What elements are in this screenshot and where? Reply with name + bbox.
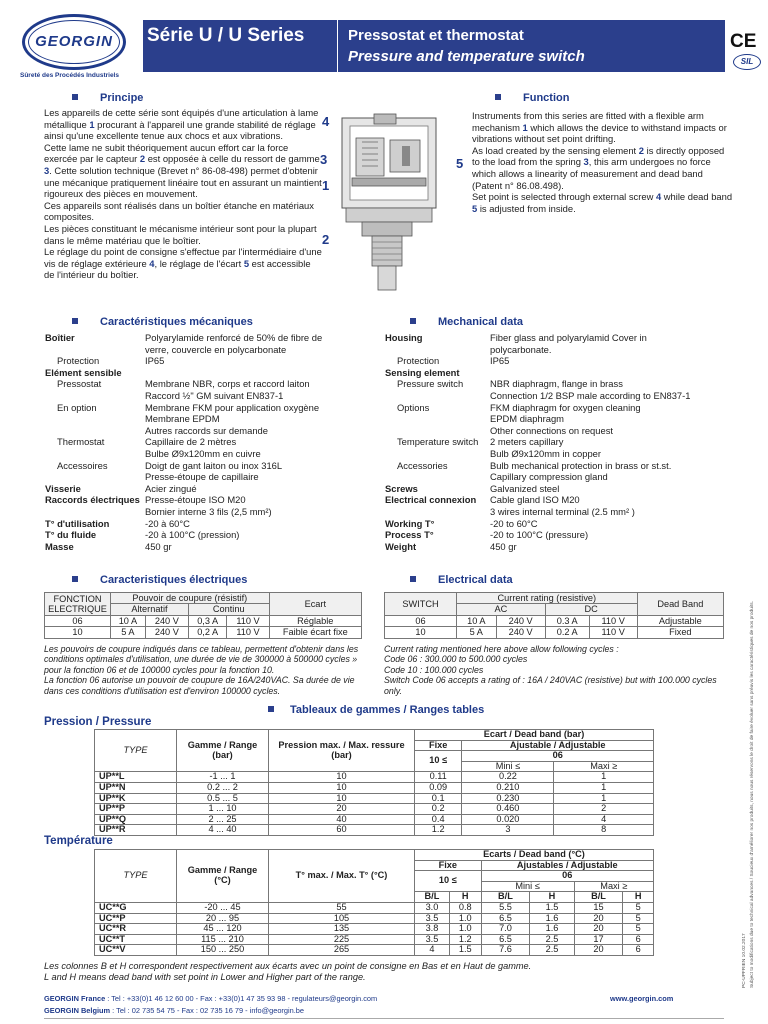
callout-4: 4: [322, 114, 330, 129]
pressure-title: Pression / Pressure: [44, 716, 152, 728]
spec-key: Masse: [45, 540, 74, 552]
spec-key: Protection: [57, 355, 100, 367]
spec-value: Doigt de gant laiton ou inox 316L: [145, 459, 283, 471]
header-divider: [337, 20, 338, 72]
table-row: [95, 934, 654, 945]
elec-en-heading: [410, 574, 513, 587]
table-cell: 06: [385, 615, 457, 626]
table-cell: 20: [574, 924, 623, 935]
table-row: [95, 945, 654, 956]
table-row: [95, 782, 654, 793]
table-cell: 2 ... 25: [177, 814, 269, 825]
table-cell: 1.6: [530, 924, 574, 935]
spec-value: 2 meters capillary: [490, 436, 564, 448]
table-cell: 0.1: [415, 793, 462, 804]
mech-en-heading: [410, 316, 523, 329]
temperature-range-table: [94, 849, 654, 956]
table-cell: 10: [45, 627, 111, 638]
table-cell: 0.09: [415, 782, 462, 793]
th-fixe: Fixe: [415, 740, 462, 751]
th-rating: Current rating (resistive): [457, 593, 638, 604]
table-cell: 0.2 ... 2: [177, 782, 269, 793]
table-cell: 3.8: [415, 924, 450, 935]
spec-key: Accessoires: [57, 459, 108, 471]
th-fixe: Fixe: [415, 860, 482, 871]
spec-key: T° d'utilisation: [45, 517, 110, 529]
table-cell: 5: [623, 913, 654, 924]
table-cell: 135: [269, 924, 415, 935]
table-cell: 3.5: [415, 913, 450, 924]
table-cell: 3: [462, 825, 554, 836]
spec-key: En option: [57, 401, 97, 413]
header-band: [143, 20, 725, 72]
function-heading-text: Function: [523, 92, 570, 104]
callout-5: 5: [456, 156, 464, 171]
table-row: [95, 814, 654, 825]
spec-key: Options: [397, 401, 430, 413]
table-cell: 240 V: [145, 615, 188, 626]
spec-value: verre, couvercle en polycarbonate: [145, 343, 287, 355]
spec-value: Polyarylamide renforcé de 50% de fibre de: [145, 332, 323, 343]
spec-key: Elément sensible: [45, 366, 122, 378]
th-type: TYPE: [95, 850, 177, 903]
spec-value: Connection 1/2 BSP male according to EN837-1: [490, 390, 691, 401]
spec-value: IP65: [145, 355, 165, 367]
table-cell: 20: [269, 804, 415, 815]
table-cell: -1 ... 1: [177, 772, 269, 783]
function-text: Instruments from this series are fitted with a flexible arm mechanism 1 which allows the device to withstand impacts or vibrations without set point drifting. As load created by the sensing element 2 is directly opposed to the load from the spring 3, this arm undergoes no force which allows a linearity of measurement and dead band (Patent n° 86.08.498). Set point is selected through external screw 4 while dead band 5 is adjusted from inside.: [472, 110, 733, 214]
spec-key: Process T°: [385, 529, 434, 541]
table-cell: UC**G: [95, 902, 177, 913]
table-cell: 0.460: [462, 804, 554, 815]
table-cell: Réglable: [269, 615, 361, 626]
table-cell: 20 ... 95: [177, 913, 269, 924]
spec-value: Raccord ½" GM suivant EN837-1: [145, 390, 284, 401]
table-row: [385, 627, 724, 638]
table-cell: 0.2 A: [545, 627, 589, 638]
side-note-en: Subject to modifications due to technical advances: [750, 880, 755, 988]
spec-key: Protection: [397, 355, 440, 367]
table-cell: 06: [45, 615, 111, 626]
table-cell: Adjustable: [637, 615, 723, 626]
logo-wordmark: GEORGIN: [28, 20, 120, 64]
spec-value: Autres raccords sur demande: [145, 424, 268, 436]
table-cell: 115 ... 210: [177, 934, 269, 945]
side-note-fr: / Soucieux d'améliorer nos produits, nous nous réservons le droit de faire évoluer sans préavis les caractéristiques de nos produits.: [750, 600, 755, 880]
spec-key: Temperature switch: [397, 436, 479, 448]
table-cell: 110 V: [589, 615, 637, 626]
bullet-icon: [268, 706, 274, 712]
table-cell: 0.210: [462, 782, 554, 793]
th-range: Gamme / Range (°C): [177, 850, 269, 903]
th-06: 06: [481, 871, 653, 882]
bullet-icon: [495, 94, 501, 100]
table-cell: 0.22: [462, 772, 554, 783]
th-h: H: [530, 892, 574, 903]
table-cell: UC**T: [95, 934, 177, 945]
table-row: [95, 825, 654, 836]
mech-en-heading-text: Mechanical data: [438, 316, 523, 328]
principe-heading: [72, 92, 143, 105]
table-cell: 20: [574, 913, 623, 924]
footer-website[interactable]: www.georgin.com: [610, 994, 674, 1003]
table-row: [45, 627, 362, 638]
spec-value: Cable gland ISO M20: [490, 494, 580, 506]
th-dead-band: Ecart / Dead band (bar): [415, 730, 654, 741]
spec-key: Pressostat: [57, 378, 102, 390]
spec-value: polycarbonate.: [490, 343, 552, 355]
table-cell: 10: [269, 772, 415, 783]
ranges-note-en: L and H means dead band with set point in Lower and Higher part of the range.: [44, 972, 366, 982]
table-cell: 1.0: [449, 924, 481, 935]
table-cell: 10: [269, 793, 415, 804]
series-title: Série U / U Series: [147, 25, 305, 46]
table-cell: 5: [623, 902, 654, 913]
th-bl: B/L: [481, 892, 530, 903]
spec-value: Fiber glass and polyarylamid Cover in: [490, 332, 647, 343]
table-row: [95, 793, 654, 804]
spec-value: FKM diaphragm for oxygen cleaning: [490, 401, 641, 413]
table-cell: 6.5: [481, 934, 530, 945]
table-cell: 0.5 ... 5: [177, 793, 269, 804]
footer-divider: [44, 1018, 724, 1019]
table-cell: 0.230: [462, 793, 554, 804]
table-cell: 0.2: [415, 804, 462, 815]
table-cell: 6: [623, 945, 654, 956]
table-cell: 225: [269, 934, 415, 945]
th-type: TYPE: [95, 730, 177, 772]
table-cell: 8: [554, 825, 654, 836]
spec-value: 3 wires internal terminal (2.5 mm² ): [490, 506, 635, 517]
bullet-icon: [72, 576, 78, 582]
spec-key: Thermostat: [57, 436, 105, 448]
th-maxi: Maxi ≥: [554, 761, 654, 772]
spec-key: Raccords électriques: [45, 494, 140, 506]
table-cell: UC**R: [95, 924, 177, 935]
pressure-range-table: [94, 729, 654, 836]
table-cell: 40: [269, 814, 415, 825]
spec-value: Capillary compression gland: [490, 471, 608, 483]
ranges-note-fr: Les colonnes B et H correspondent respectivement aux écarts avec un point de consigne en Bas et en Haut de gamme.: [44, 961, 532, 971]
elec-fr-note: Les pouvoirs de coupure indiqués dans ce tableau, permettent d'obtenir dans les conditions optimales d'utilisation, une durée de vie de 300000 à 500000 cycles » pour la fonction 06 et de 100000 cycles pour la fonction 10. La fonction 06 autorise un pouvoir de coupure de 16A/240VAC. Sa durée de vie dans ces conditions d'utilisation est d'environ 100000 cycles.: [44, 644, 359, 696]
spec-value: Bulb Ø9x120mm in copper: [490, 448, 601, 459]
table-cell: UP**L: [95, 772, 177, 783]
table-cell: 0,2 A: [188, 627, 227, 638]
elec-en-heading-text: Electrical data: [438, 574, 513, 586]
elec-en-table: [384, 592, 724, 639]
spec-key: Pressure switch: [397, 378, 464, 390]
table-cell: Faible écart fixe: [269, 627, 361, 638]
table-cell: UP**K: [95, 793, 177, 804]
table-cell: 2.5: [530, 934, 574, 945]
table-cell: 1.0: [449, 913, 481, 924]
th-fonction: FONCTION ELECTRIQUE: [45, 593, 111, 616]
callout-2: 2: [322, 232, 330, 247]
ranges-heading-text: Tableaux de gammes / Ranges tables: [290, 704, 485, 716]
th-max-temperature: T° max. / Max. T° (°C): [269, 850, 415, 903]
table-row: [95, 804, 654, 815]
th-mini: Mini ≤: [462, 761, 554, 772]
bullet-icon: [410, 576, 416, 582]
table-cell: UP**R: [95, 825, 177, 836]
table-cell: 2: [554, 804, 654, 815]
table-cell: 1.5: [530, 902, 574, 913]
side-reference: PC-UPFRIEN 10.02.2017: [742, 933, 747, 988]
footer-france: GEORGIN France : Tel : +33(0)1 46 12 60 00 - Fax : +33(0)1 47 35 93 98 - regulateurs@georgin.com: [44, 994, 378, 1003]
th-10: 10 ≤: [415, 871, 482, 892]
th-continu: Continu: [188, 604, 269, 615]
table-cell: 1.2: [415, 825, 462, 836]
mech-fr-heading: [72, 316, 253, 329]
table-cell: 3.5: [415, 934, 450, 945]
th-alternatif: Alternatif: [111, 604, 189, 615]
georgin-logo: [16, 12, 134, 78]
table-cell: 55: [269, 902, 415, 913]
table-cell: 240 V: [145, 627, 188, 638]
spec-key: T° du fluide: [45, 529, 97, 541]
table-cell: 3.0: [415, 902, 450, 913]
th-06: 06: [462, 751, 654, 762]
table-cell: 240 V: [496, 615, 545, 626]
callout-1: 1: [322, 178, 330, 193]
side-note: [750, 601, 756, 988]
table-cell: UP**N: [95, 782, 177, 793]
table-cell: 5 A: [457, 627, 497, 638]
spec-key: Accessories: [397, 459, 448, 471]
table-cell: 7.0: [481, 924, 530, 935]
title-english: Pressure and temperature switch: [348, 48, 585, 65]
spec-key: Weight: [385, 540, 417, 552]
th-range: Gamme / Range (bar): [177, 730, 269, 772]
spec-value: Acier zingué: [145, 482, 197, 494]
table-cell: 10: [269, 782, 415, 793]
spec-value: -20 to 100°C (pressure): [490, 529, 589, 541]
th-h: H: [449, 892, 481, 903]
table-cell: 45 ... 120: [177, 924, 269, 935]
table-cell: UP**Q: [95, 814, 177, 825]
ranges-heading: [268, 704, 484, 717]
table-cell: 110 V: [227, 627, 269, 638]
th-mini: Mini ≤: [481, 881, 574, 892]
th-switch: SWITCH: [385, 593, 457, 616]
table-cell: 6.5: [481, 913, 530, 924]
th-pouvoir: Pouvoir de coupure (résistif): [111, 593, 270, 604]
table-cell: 4 ... 40: [177, 825, 269, 836]
th-ac: AC: [457, 604, 546, 615]
table-cell: UC**V: [95, 945, 177, 956]
table-cell: 20: [574, 945, 623, 956]
spec-value: Galvanized steel: [490, 482, 560, 494]
table-cell: 17: [574, 934, 623, 945]
spec-value: Bulbe Ø9x120mm en cuivre: [145, 448, 261, 459]
table-cell: UP**P: [95, 804, 177, 815]
spec-value: Membrane FKM pour application oxygène: [145, 401, 320, 413]
spec-key: Visserie: [45, 482, 81, 494]
spec-key: Screws: [385, 482, 418, 494]
table-row: [385, 615, 724, 626]
spec-key: Electrical connexion: [385, 494, 477, 506]
spec-value: Other connections on request: [490, 424, 613, 436]
table-cell: -20 ... 45: [177, 902, 269, 913]
bullet-icon: [72, 94, 78, 100]
spec-key: Working T°: [385, 517, 435, 529]
spec-value: Membrane EPDM: [145, 413, 220, 425]
spec-value: Membrane NBR, corps et raccord laiton: [145, 378, 310, 390]
mech-fr-heading-text: Caractéristiques mécaniques: [100, 316, 253, 328]
spec-key: Sensing element: [385, 366, 460, 378]
switch-cross-section-diagram: [316, 112, 464, 298]
spec-value: Presse-étoupe de capillaire: [145, 471, 259, 483]
spec-value: -20 à 60°C: [145, 517, 190, 529]
table-cell: 0,3 A: [188, 615, 227, 626]
table-row: [95, 924, 654, 935]
spec-value: EPDM diaphragm: [490, 413, 564, 425]
temperature-title: Température: [44, 835, 113, 847]
elec-en-note: Current rating mentioned here above allow following cycles : Code 06 : 300.000 to 500.000 cycles Code 10 : 100.000 cycles Switch Code 06 accepts a rating of : 16A / 240VAC (resistive) but with 100.000 cycles only.: [384, 644, 717, 696]
table-cell: 1: [554, 772, 654, 783]
title-french: Pressostat et thermostat: [348, 27, 524, 44]
th-adjustable: Ajustable / Adjustable: [462, 740, 654, 751]
th-bl: B/L: [415, 892, 450, 903]
th-ecart: Ecart: [269, 593, 361, 616]
table-cell: 265: [269, 945, 415, 956]
table-cell: 0.8: [449, 902, 481, 913]
spec-value: Presse-étoupe ISO M20: [145, 494, 246, 506]
table-cell: 1.2: [449, 934, 481, 945]
th-dead-band: Dead Band: [637, 593, 723, 616]
table-cell: Fixed: [637, 627, 723, 638]
table-cell: 1: [554, 793, 654, 804]
spec-value: NBR diaphragm, flange in brass: [490, 378, 623, 390]
spec-value: Bulb mechanical protection in brass or st.st.: [490, 459, 672, 471]
table-cell: 0.11: [415, 772, 462, 783]
spec-value: Bornier interne 3 fils (2,5 mm²): [145, 506, 272, 517]
table-cell: 10 A: [457, 615, 497, 626]
ce-mark: CE: [730, 31, 757, 52]
table-cell: 10: [385, 627, 457, 638]
th-bl: B/L: [574, 892, 623, 903]
elec-fr-table: [44, 592, 362, 639]
table-cell: 150 ... 250: [177, 945, 269, 956]
table-cell: 60: [269, 825, 415, 836]
spec-value: -20 to 60°C: [490, 517, 538, 529]
spec-value: 450 gr: [490, 540, 517, 552]
logo-tagline: Sûreté des Procédés Industriels: [20, 72, 119, 79]
spec-value: Capillaire de 2 mètres: [145, 436, 237, 448]
table-cell: 105: [269, 913, 415, 924]
callout-3: 3: [320, 152, 328, 167]
th-dc: DC: [545, 604, 637, 615]
footer-belgium: GEORGIN Belgium : Tel : 02 735 54 75 - Fax : 02 735 16 79 - info@georgin.be: [44, 1006, 305, 1015]
th-10: 10 ≤: [415, 751, 462, 772]
table-cell: 0.020: [462, 814, 554, 825]
table-cell: 240 V: [496, 627, 545, 638]
table-cell: 10 A: [111, 615, 146, 626]
table-cell: 1.6: [530, 913, 574, 924]
principe-heading-text: Principe: [100, 92, 144, 104]
table-cell: 5 A: [111, 627, 146, 638]
table-cell: 5.5: [481, 902, 530, 913]
table-cell: 15: [574, 902, 623, 913]
th-dead-band: Ecarts / Dead band (°C): [415, 850, 654, 861]
bullet-icon: [72, 318, 78, 324]
table-row: [95, 902, 654, 913]
table-cell: 0.3 A: [545, 615, 589, 626]
table-cell: 110 V: [589, 627, 637, 638]
spec-key: Housing: [385, 332, 423, 343]
table-cell: 1: [554, 782, 654, 793]
th-maxi: Maxi ≥: [574, 881, 653, 892]
bullet-icon: [410, 318, 416, 324]
spec-value: -20 à 100°C (pression): [145, 529, 240, 541]
table-cell: 4: [554, 814, 654, 825]
sil-badge: SIL: [733, 54, 761, 70]
principe-text: Les appareils de cette série sont équipés d'une articulation à lame métallique 1 procurant à l'appareil une grande stabilité de réglage ainsi qu'une excellente tenue aux chocs et aux vibrations. Cette lame ne subit théoriquement aucun effort car la force exercée par le capteur 2 est opposée à celle du ressort de gamme 3. Cette solution technique (Brevet n° 86-08-498) permet d'obtenir une mécanique pratiquement linéaire tout en assurant un maintient rigoureux des pièces en mouvement. Ces appareils sont réalisés dans un boîtier étanche en matériaux composites. Les pièces constituant le mécanisme intérieur sont pour la plupart dans le même matériau que le boîtier. Le réglage du point de consigne s'effectue par l'intermédiaire d'une vis de réglage extérieure 4, le réglage de l'écart 5 est accessible de l'intérieur du boîtier.: [44, 107, 322, 281]
function-heading: [495, 92, 569, 105]
table-cell: 1.5: [449, 945, 481, 956]
table-row: [95, 772, 654, 783]
th-max-pressure: Pression max. / Max. ressure (bar): [269, 730, 415, 772]
th-h: H: [623, 892, 654, 903]
table-cell: 2.5: [530, 945, 574, 956]
spec-value: 450 gr: [145, 540, 172, 552]
table-cell: 110 V: [227, 615, 269, 626]
table-cell: 1 ... 10: [177, 804, 269, 815]
spec-value: IP65: [490, 355, 510, 367]
spec-key: Boîtier: [45, 332, 75, 343]
table-cell: 4: [415, 945, 450, 956]
th-adjustable: Ajustables / Adjustable: [481, 860, 653, 871]
table-cell: 0.4: [415, 814, 462, 825]
table-cell: UC**P: [95, 913, 177, 924]
elec-fr-heading-text: Caracteristiques électriques: [100, 574, 248, 586]
elec-fr-heading: [72, 574, 247, 587]
table-cell: 5: [623, 924, 654, 935]
table-row: [45, 615, 362, 626]
table-cell: 7.6: [481, 945, 530, 956]
table-row: [95, 913, 654, 924]
table-cell: 6: [623, 934, 654, 945]
